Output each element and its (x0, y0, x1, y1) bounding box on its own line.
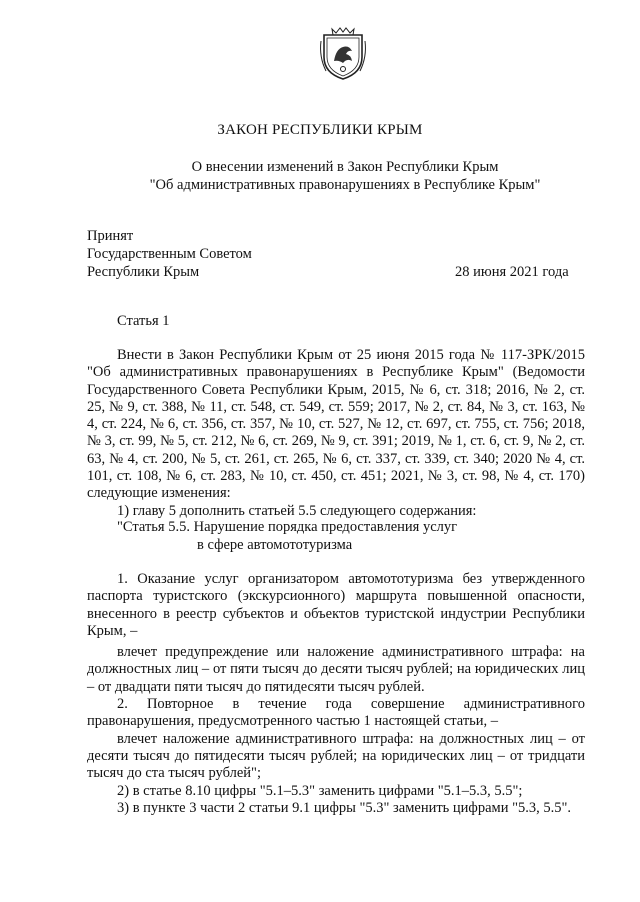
part-1-penalty: влечет предупреждение или наложение административного штрафа: на должностных лиц – от пяти тысяч до десяти тысяч рублей; на юридических лиц – от двадцати пяти тысяч до пятидесяти тысяч рублей. (87, 644, 585, 695)
article-intro: Внести в Закон Республики Крым от 25 июня 2015 года № 117-ЗРК/2015 "Об административных правонарушениях в Республике Крым" (Ведомости Государственного Совета Республики Крым, 2015, № 6, ст. 318; 2016, № 2, ст. 25, № 9, ст. 388, № 11, ст. 548, ст. 549, ст. 559; 2017, № 2, ст. 84, № 3, ст. 163, № 4, ст. 224, № 6, ст. 356, ст. 357, № 10, ст. 527, № 12, ст. 697, ст. 755, ст. 756; 2018, № 3, ст. 99, № 5, ст. 212, № 6, ст. 269, № 9, ст. 391; 2019, № 1, ст. 6, ст. 9, № 2, ст. 63, № 4, ст. 200, № 5, ст. 261, ст. 265, № 6, ст. 337, ст. 339, ст. 340; 2020 № 4, ст. 101, ст. 108, № 6, ст. 283, № 10, ст. 450, ст. 451; 2021, № 3, ст. 98, № 4, ст. 170) следующие изменения: (87, 347, 585, 502)
new-article-line-1: "Статья 5.5. Нарушение порядка предоставления услуг (117, 519, 458, 535)
part-1: 1. Оказание услуг организатором автомототуризма без утвержденного паспорта туристского (экскурсионного) маршрута повышенной опасности, внесенного в реестр субъектов и объектов туристской индустрии Республики Крым, – (87, 571, 585, 639)
part-2: 2. Повторное в течение года совершение административного правонарушения, предусмотренного частью 1 настоящей статьи, – (87, 696, 585, 730)
adoption-line-2: Государственным Советом (87, 246, 252, 262)
new-article-body (87, 571, 585, 817)
adoption-line-3: Республики Крым (87, 264, 200, 280)
adoption-date: 28 июня 2021 года (455, 264, 569, 280)
amendment-item-1: 1) главу 5 дополнить статьей 5.5 следующего содержания: (117, 502, 477, 519)
article-heading: Статья 1 (117, 313, 170, 329)
new-article-heading (117, 518, 457, 554)
subtitle-line-2: "Об административных правонарушениях в Республике Крым" (149, 177, 541, 193)
amendment-item-3: 3) в пункте 3 части 2 статьи 9.1 цифры "5.3" заменить цифрами "5.3, 5.5". (117, 799, 572, 816)
new-article-line-2: в сфере автомототуризма (197, 537, 353, 553)
crimea-coat-of-arms-icon (318, 27, 368, 81)
adoption-block (87, 227, 252, 281)
adoption-line-1: Принят (87, 228, 134, 244)
law-subtitle (0, 158, 640, 194)
law-title: ЗАКОН РЕСПУБЛИКИ КРЫМ (217, 122, 423, 138)
article-intro-block (87, 347, 585, 520)
amendment-item-2: 2) в статье 8.10 цифры "5.1–5.3" заменить цифрами "5.1–5.3, 5.5"; (117, 782, 523, 799)
part-2-penalty: влечет наложение административного штрафа: на должностных лиц – от десяти тысяч до пятидесяти тысяч рублей; на юридических лиц – от тридцати тысяч до ста тысяч рублей"; (87, 730, 585, 782)
subtitle-line-1: О внесении изменений в Закон Республики Крым (191, 159, 499, 175)
